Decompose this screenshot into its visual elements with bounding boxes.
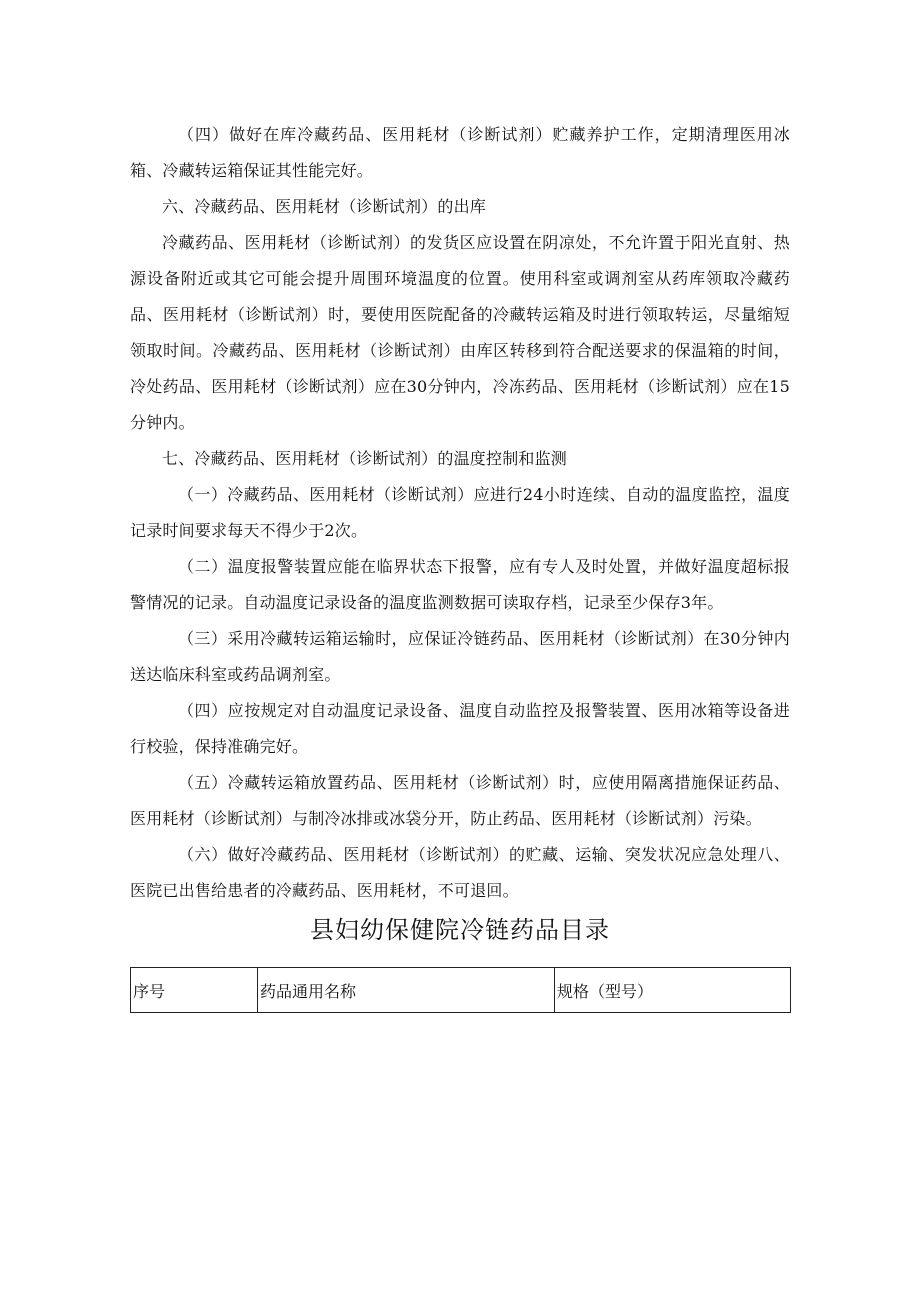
paragraph-isolation-measures: （五）冷藏转运箱放置药品、医用耗材（诊断试剂）时，应使用隔离措施保证药品、医用耗材（诊断试剂）与制冷冰排或冰袋分开，防止药品、医用耗材（诊断试剂）污染。 [130,773,790,828]
paragraph-storage-maintenance: （四）做好在库冷藏药品、医用耗材（诊断试剂）贮藏养护工作，定期清理医用冰箱、冷藏转运箱保证其性能完好。 [130,125,790,180]
paragraph-alarm-device: （二）温度报警装置应能在临界状态下报警，应有专人及时处置，并做好温度超标报警情况的记录。自动温度记录设备的温度监测数据可读取存档，记录至少保存3年。 [130,557,790,612]
column-header-number: 序号 [131,968,258,1013]
section-heading-temperature: 七、冷藏药品、医用耗材（诊断试剂）的温度控制和监测 [162,449,568,468]
document-body [130,117,790,909]
paragraph-transport-time: （三）采用冷藏转运箱运输时，应保证冷链药品、医用耗材（诊断试剂）在30分钟内送达临床科室或药品调剂室。 [130,629,790,684]
paragraph-equipment-calibration: （四）应按规定对自动温度记录设备、温度自动监控及报警装置、医用冰箱等设备进行校验，保持准确完好。 [130,701,790,756]
paragraph-outbound-rules: 冷藏药品、医用耗材（诊断试剂）的发货区应设置在阴凉处，不允许置于阳光直射、热源设备附近或其它可能会提升周围环境温度的位置。使用科室或调剂室从药库领取冷藏药品、医用耗材（诊断试剂）时，要使用医院配备的冷藏转运箱及时进行领取转运，尽量缩短领取时间。冷藏药品、医用耗材（诊断试剂）由库区转移到符合配送要求的保温箱的时间，冷处药品、医用耗材（诊断试剂）应在30分钟内，冷冻药品、医用耗材（诊断试剂）应在15分钟内。 [130,233,790,432]
column-header-specification: 规格（型号） [555,968,791,1013]
table-header-row [131,968,791,1013]
paragraph-emergency-handling: （六）做好冷藏药品、医用耗材（诊断试剂）的贮藏、运输、突发状况应急处理八、医院已出售给患者的冷藏药品、医用耗材，不可退回。 [130,845,790,900]
paragraph-temperature-monitoring: （一）冷藏药品、医用耗材（诊断试剂）应进行24小时连续、自动的温度监控，温度记录时间要求每天不得少于2次。 [130,485,790,540]
catalog-table [130,967,791,1013]
section-heading-outbound: 六、冷藏药品、医用耗材（诊断试剂）的出库 [162,197,487,216]
column-header-drug-name: 药品通用名称 [258,968,555,1013]
catalog-title: 县妇幼保健院冷链药品目录 [310,916,610,944]
